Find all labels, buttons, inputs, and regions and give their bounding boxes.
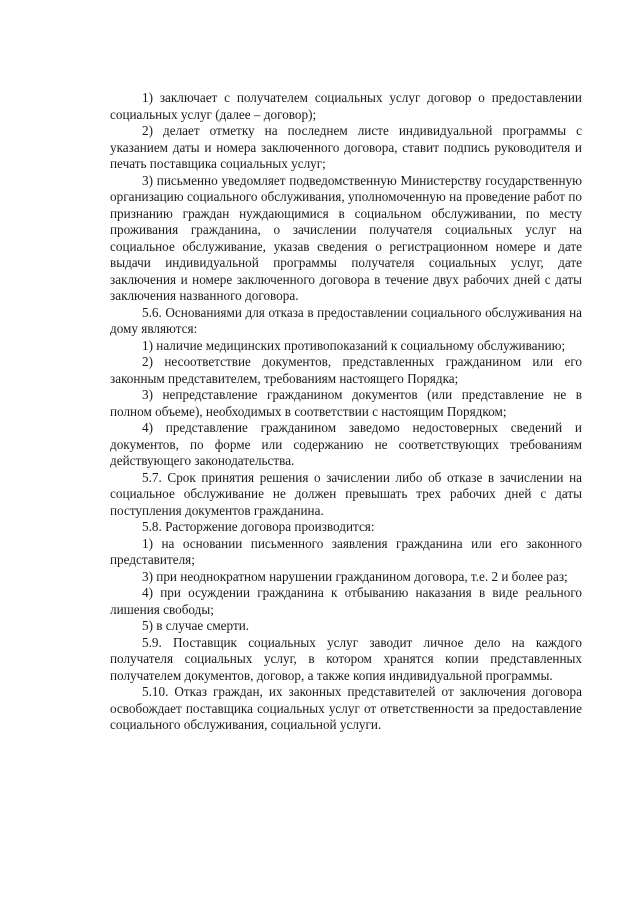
paragraph-item-2: 2) делает отметку на последнем листе индивидуальной программы с указанием даты и номера заключенного договора, ставит подпись руководителя и печать поставщика социальных услуг;: [110, 123, 582, 171]
paragraph-termination-1: 1) на основании письменного заявления гражданина или его законного представителя;: [110, 535, 582, 567]
section-5-10: 5.10. Отказ граждан, их законных представителей от заключения договора освобождает поставщика социальных услуг от ответственности за предоставление социального обслуживания, социальной услуги.: [110, 684, 582, 732]
section-5-7: 5.7. Срок принятия решения о зачислении либо об отказе в зачислении на социальное обслуживание не должен превышать трех рабочих дней с даты поступления документов гражданина.: [110, 469, 582, 518]
paragraph-termination-4: 4) при осуждении гражданина к отбыванию наказания в виде реального лишения свободы;: [110, 585, 582, 617]
paragraph-refusal-1: 1) наличие медицинских противопоказаний к социальному обслуживанию;: [142, 337, 566, 353]
paragraph-refusal-2: 2) несоответствие документов, представленных гражданином или его законным представителем, требованиям настоящего Порядка;: [110, 354, 582, 386]
paragraph-termination-3: 3) при неоднократном нарушении гражданином договора, т.е. 2 и более раз;: [142, 568, 568, 584]
section-5-6-heading: 5.6. Основаниями для отказа в предоставлении социального обслуживания на дому являются:: [110, 304, 582, 336]
section-5-8-heading: 5.8. Расторжение договора производится:: [142, 519, 375, 534]
paragraph-refusal-3: 3) непредставление гражданином документов (или представление не в полном объеме), необходимых в соответствии с настоящим Порядком;: [110, 387, 582, 419]
paragraph-termination-5: 5) в случае смерти.: [142, 618, 250, 633]
paragraph-item-3: 3) письменно уведомляет подведомственную Министерству государственную организацию социального обслуживания, уполномоченную на проведение работ по признанию граждан нуждающимися в социальном обслуживании, по месту проживания гражданина, о зачислении получателя социальных услуг на социальное обслуживание, указав сведения о регистрационном номере и дате выдачи индивидуальной программы получателя социальных услуг, дате заключения и номере заключенного договора в течение двух рабочих дней с даты заключения названного договора.: [110, 172, 582, 303]
paragraph-refusal-4: 4) представление гражданином заведомо недостоверных сведений и документов, по форме или содержанию не соответствующих требованиям действующего законодательства.: [110, 420, 582, 468]
paragraph-item-1: 1) заключает с получателем социальных услуг договор о предоставлении социальных услуг (далее – договор);: [110, 90, 582, 122]
document-body: [110, 90, 582, 734]
section-5-9: 5.9. Поставщик социальных услуг заводит личное дело на каждого получателя социальных услуг, в котором хранятся копии представленных получателем документов, договор, а также копия индивидуальной программы.: [110, 634, 582, 683]
